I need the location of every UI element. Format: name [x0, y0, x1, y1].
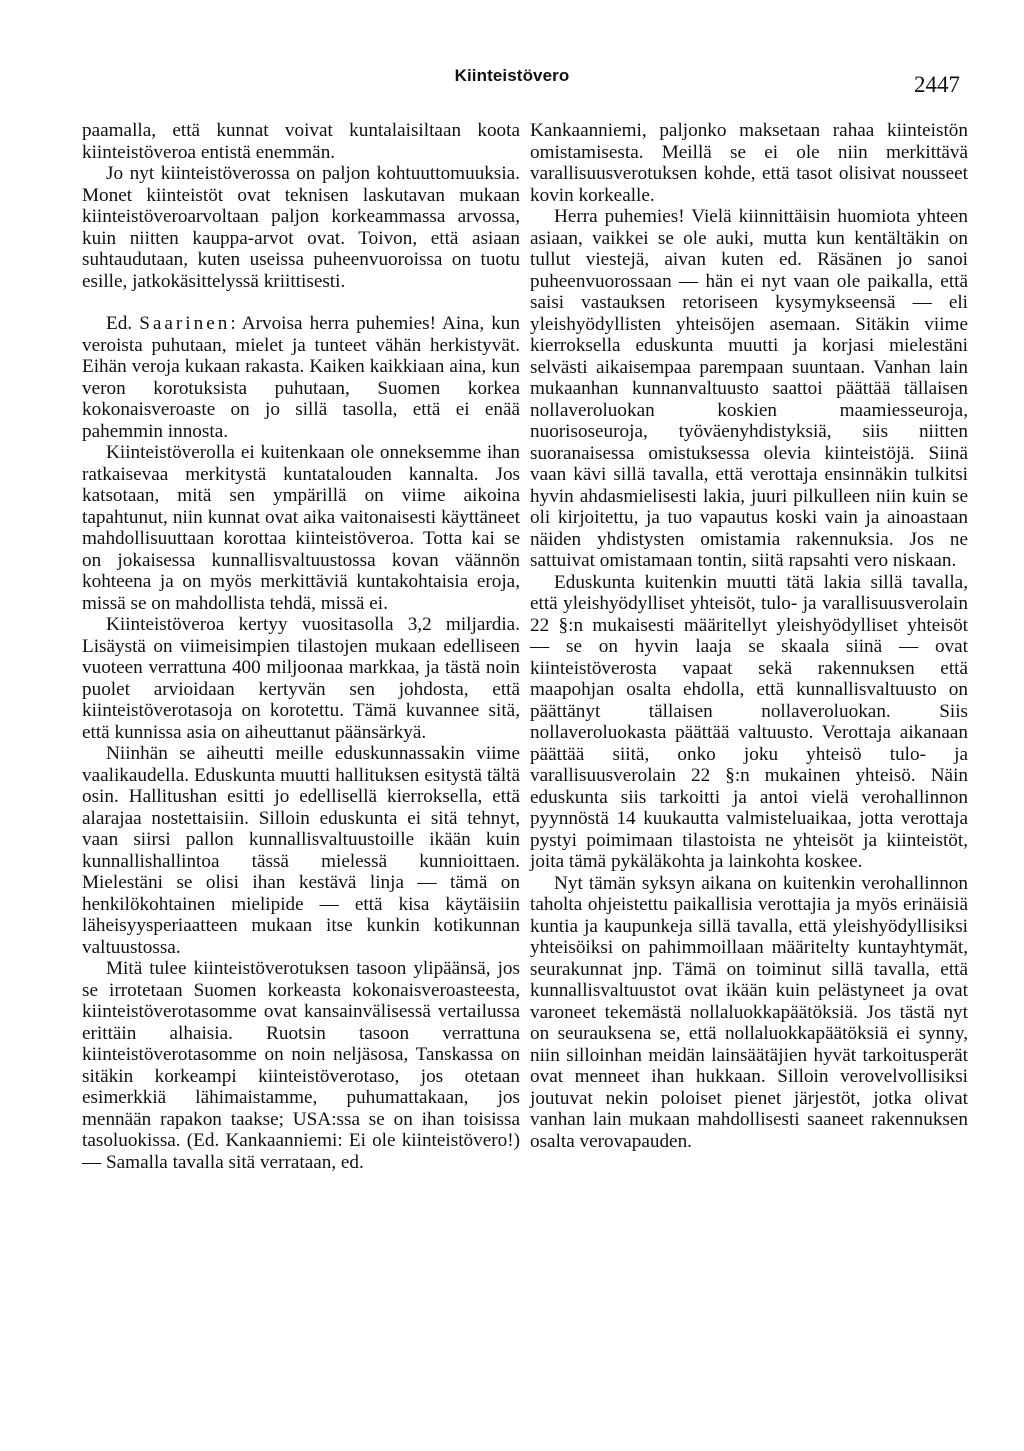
paragraph: Kiinteistöverolla ei kuitenkaan ole onneksemme ihan ratkaisevaa merkitystä kuntatalouden kannalta. Jos katsotaan, mitä sen ympärillä on viime aikoina tapahtunut, niin kunnat ovat aika vaitonaisesti käyttäneet mahdollisuuttaan korottaa kiinteistöveroa. Totta kai se on jokaisessa kunnallisvaltuustossa kovan väännön kohteena ja on myös merkittäviä kuntakohtaisia eroja, missä se on mahdollista tehdä, missä ei. [82, 442, 520, 614]
page-number: 2447 [914, 72, 960, 97]
paragraph: Herra puhemies! Vielä kiinnittäisin huomiota yhteen asiaan, vaikkei se ole auki, mutta kun kentältäkin on tullut viestejä, aivan kuten ed. Räsänen jo sanoi puheenvuorossaan — hän ei nyt vaan ole paikalla, että saisi vastauksen retoriseen kysymykseensä — eli yleishyödyllisten yhteisöjen asemaan. Sitäkin viime kierroksella eduskunta muutti ja korjasi mielestäni selvästi aikaisempaa parempaan suuntaan. Vanhan lain mukaanhan kunnanvaltuusto saattoi päättää tällaisen nollaveroluokan koskien maamiesseuroja, nuorisoseuroja, työväenyhdistyksiä, siis niitten suoranaisessa omistuksessa olevia kiinteistöjä. Siinä vaan kävi sillä tavalla, että verottaja ensinnäkin tulkitsi hyvin ahdasmielisesti lakia, juuri pilkulleen niin kuin se oli kirjoitettu, ja tuo vapautus koski vain ja ainoastaan näiden yhdistysten omistamia rakennuksia. Jos ne sattuivat omistamaan tontin, siitä rapsahti vero niskaan. [530, 206, 968, 571]
paragraph: Mitä tulee kiinteistöverotuksen tasoon ylipäänsä, jos se irrotetaan Suomen korkeasta kokonaisveroasteesta, kiinteistöverotasomme ovat kansainvälisessä vertailussa erittäin alhaisia. Ruotsin tasoon verrattuna kiinteistöverotasomme on noin neljäsosa, Tanskassa on sitäkin korkeampi kiinteistöverotaso, jos otetaan esimerkkiä lähimaistamme, puhumattakaan, jos mennään rapakon taakse; USA:ssa se on ihan toisissa tasoluokissa. (Ed. Kankaanniemi: Ei ole kiinteistövero!) — Samalla tavalla sitä verrataan, ed. [82, 958, 520, 1173]
right-text-column [530, 120, 968, 1152]
running-header-title: Kiinteistövero [454, 66, 570, 85]
paragraph: Eduskunta kuitenkin muutti tätä lakia sillä tavalla, että yleishyödylliset yhteisöt, tulo- ja varallisuusverolain 22 §:n mukaisesti määritellyt yleishyödylliset yhteisöt — se on hyvin laaja se skaala siinä — ovat kiinteistöverosta vapaat sekä rakennuksen että maapohjan osalta ehdolla, että kunnallisvaltuusto on päättänyt tällaisen nollaveroluokan. Siis nollaveroluokasta päättää valtuusto. Verottaja aikanaan päättää siitä, onko joku yhteisö tulo- ja varallisuusverolain 22 §:n mukainen yhteisö. Näin eduskunta siis tarkoitti ja antoi vielä verohallinnon pyynnöstä 14 kuukautta valmisteluaikaa, jotta verottaja pystyi poimimaan tilastoista ne yhteisöt ja kiinteistöt, joita tämä pykäläkohta ja lainkohta koskee. [530, 571, 968, 872]
paragraph: Jo nyt kiinteistöverossa on paljon kohtuuttomuuksia. Monet kiinteistöt ovat teknisen laskutavan mukaan kiinteistöveroarvoltaan paljon korkeammassa arvossa, kuin niitten kauppa-arvot ovat. Toivon, että asiaan suhtaudutaan, kuten useissa puheenvuoroissa on tuotu esille, jatkokäsittelyssä kriittisesti. [82, 163, 520, 292]
speaker-paragraph [82, 313, 520, 442]
speaker-name: Saarinen [139, 313, 231, 334]
paragraph: paamalla, että kunnat voivat kuntalaisiltaan koota kiinteistöveroa entistä enemmän. [82, 120, 520, 163]
speaker-prefix: Ed. [106, 313, 133, 334]
paragraph: Nyt tämän syksyn aikana on kuitenkin verohallinnon taholta ohjeistettu paikallisia verottajia ja myös erinäisiä kuntia ja kaupunkeja sillä tavalla, että yleishyödyllisiksi yhteisöiksi on pahimmoillaan määritelty kuntayhtymät, seurakunnat jnp. Tämä on toiminut sillä tavalla, että kunnallisvaltuustot ovat ikään kuin pelästyneet ja ovat varoneet tekemästä nollaluokkapäätöksiä. Jos tästä nyt on seurauksena se, että nollaluokkapäätöksiä ei synny, niin silloinhan meidän lainsäätäjien hyvät tarkoitusperät ovat menneet ihan hukkaan. Silloin verovelvollisiksi joutuvat nekin poloiset pienet järjestöt, jotka olivat vanhan lain mukaan mahdollisesti saaneet rakennuksen osalta verovapauden. [530, 872, 968, 1152]
left-text-column [82, 120, 520, 1173]
paragraph: Niinhän se aiheutti meille eduskunnassakin viime vaalikaudella. Eduskunta muutti hallituksen esitystä tältä osin. Hallitushan esitti jo edellisellä kierroksella, että alarajaa nostettaisiin. Silloin eduskunta ei sitä tehnyt, vaan siirsi pallon kunnallisvaltuustoille ikään kuin kunnallishallintoa tässä mielessä kunnioittaen. Mielestäni se olisi ihan kestävä linja — tämä on henkilökohtainen mielipide — että kisa käytäisiin läheisyysperiaatteen mukaan itse kunkin kotikunnan valtuustossa. [82, 743, 520, 958]
paragraph: Kankaanniemi, paljonko maksetaan rahaa kiinteistön omistamisesta. Meillä se ei ole niin merkittävä varallisuusverotuksen kohde, että tasot olisivat nousseet kovin korkealle. [530, 120, 968, 206]
speech-text: : Arvoisa herra puhemies! Aina, kun veroista puhutaan, mielet ja tunteet vähän herkistyvät. Eihän veroja kukaan rakasta. Kaiken kaikkiaan aina, kun veron korotuksista puhutaan, Suomen korkea kokonaisveroaste on jo sillä tasolla, että ei enää pahemmin innosta. [82, 313, 520, 442]
paragraph: Kiinteistöveroa kertyy vuositasolla 3,2 miljardia. Lisäystä on viimeisimpien tilastojen mukaan edelliseen vuoteen verrattuna 400 miljoonaa markkaa, ja tästä noin puolet arvioidaan kertyvän sen johdosta, että kiinteistöverotasoja on korotettu. Tämä kuvannee sitä, että kunnissa asia on aiheuttanut päänsärkyä. [82, 614, 520, 743]
